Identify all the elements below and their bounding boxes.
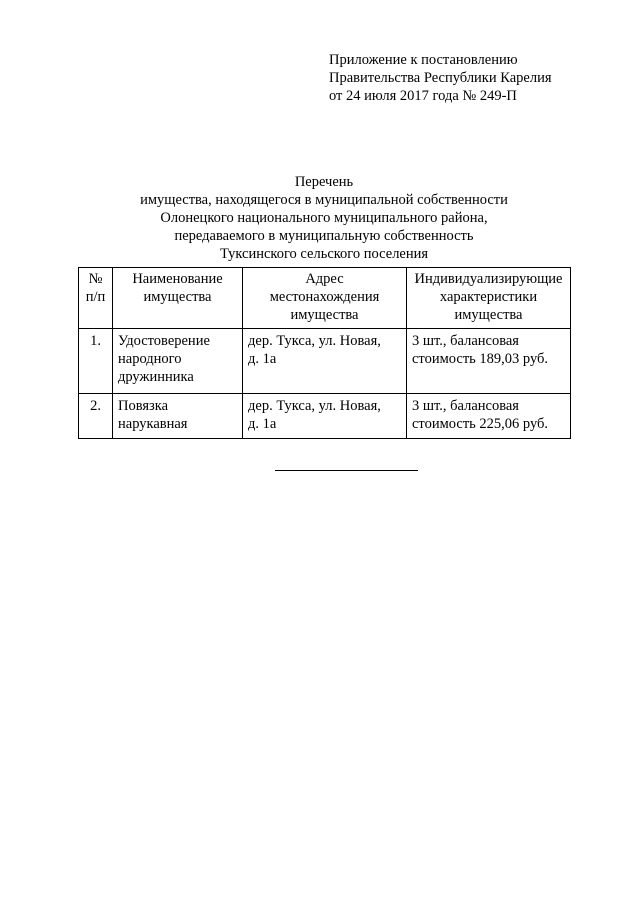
cell-text: нарукавная — [118, 416, 188, 432]
appendix-line: Приложение к постановлению — [329, 52, 518, 68]
cell-text: 3 шт., балансовая — [412, 398, 519, 414]
title-line: имущества, находящегося в муниципальной собственности — [140, 192, 508, 208]
title-line: передаваемого в муниципальную собственность — [174, 228, 474, 244]
header-text: имущества — [290, 307, 359, 323]
header-number — [79, 268, 113, 329]
appendix-line: Правительства Республики Карелия — [329, 70, 552, 86]
cell-text: Удостоверение — [118, 333, 210, 349]
header-text: характеристики — [439, 289, 538, 305]
cell-text: Повязка — [118, 398, 169, 414]
header-text: имущества — [143, 289, 212, 305]
row-number: 1. — [79, 329, 113, 394]
title-line: Олонецкого национального муниципального района, — [160, 210, 488, 226]
header-text: Адрес — [305, 271, 344, 287]
document-title — [78, 173, 570, 263]
cell-text: д. 1а — [248, 416, 277, 432]
property-table — [78, 267, 571, 439]
row-details — [407, 329, 571, 394]
row-address — [243, 329, 407, 394]
header-name — [113, 268, 243, 329]
header-text: № — [88, 271, 103, 287]
cell-text: дружинника — [118, 369, 194, 385]
cell-text: стоимость 189,03 руб. — [412, 351, 549, 367]
row-name — [113, 394, 243, 439]
header-details — [407, 268, 571, 329]
row-number: 2. — [79, 394, 113, 439]
cell-text: 3 шт., балансовая — [412, 333, 519, 349]
header-text: имущества — [454, 307, 523, 323]
title-line: Перечень — [294, 174, 354, 190]
closing-divider — [275, 470, 418, 471]
table-row — [79, 394, 571, 439]
header-text: п/п — [85, 289, 106, 305]
header-address — [243, 268, 407, 329]
header-text: Индивидуализирующие — [414, 271, 563, 287]
header-text: местонахождения — [269, 289, 380, 305]
title-line: Туксинского сельского поселения — [219, 246, 429, 262]
table-header-row — [79, 268, 571, 329]
appendix-heading — [329, 51, 619, 105]
appendix-line: от 24 июля 2017 года № 249-П — [329, 88, 517, 104]
cell-text: дер. Тукса, ул. Новая, — [248, 333, 381, 349]
table-row — [79, 329, 571, 394]
row-address — [243, 394, 407, 439]
row-details — [407, 394, 571, 439]
row-name — [113, 329, 243, 394]
cell-text: народного — [118, 351, 182, 367]
cell-text: дер. Тукса, ул. Новая, — [248, 398, 381, 414]
cell-text: стоимость 225,06 руб. — [412, 416, 549, 432]
cell-text: д. 1а — [248, 351, 277, 367]
header-text: Наименование — [132, 271, 223, 287]
